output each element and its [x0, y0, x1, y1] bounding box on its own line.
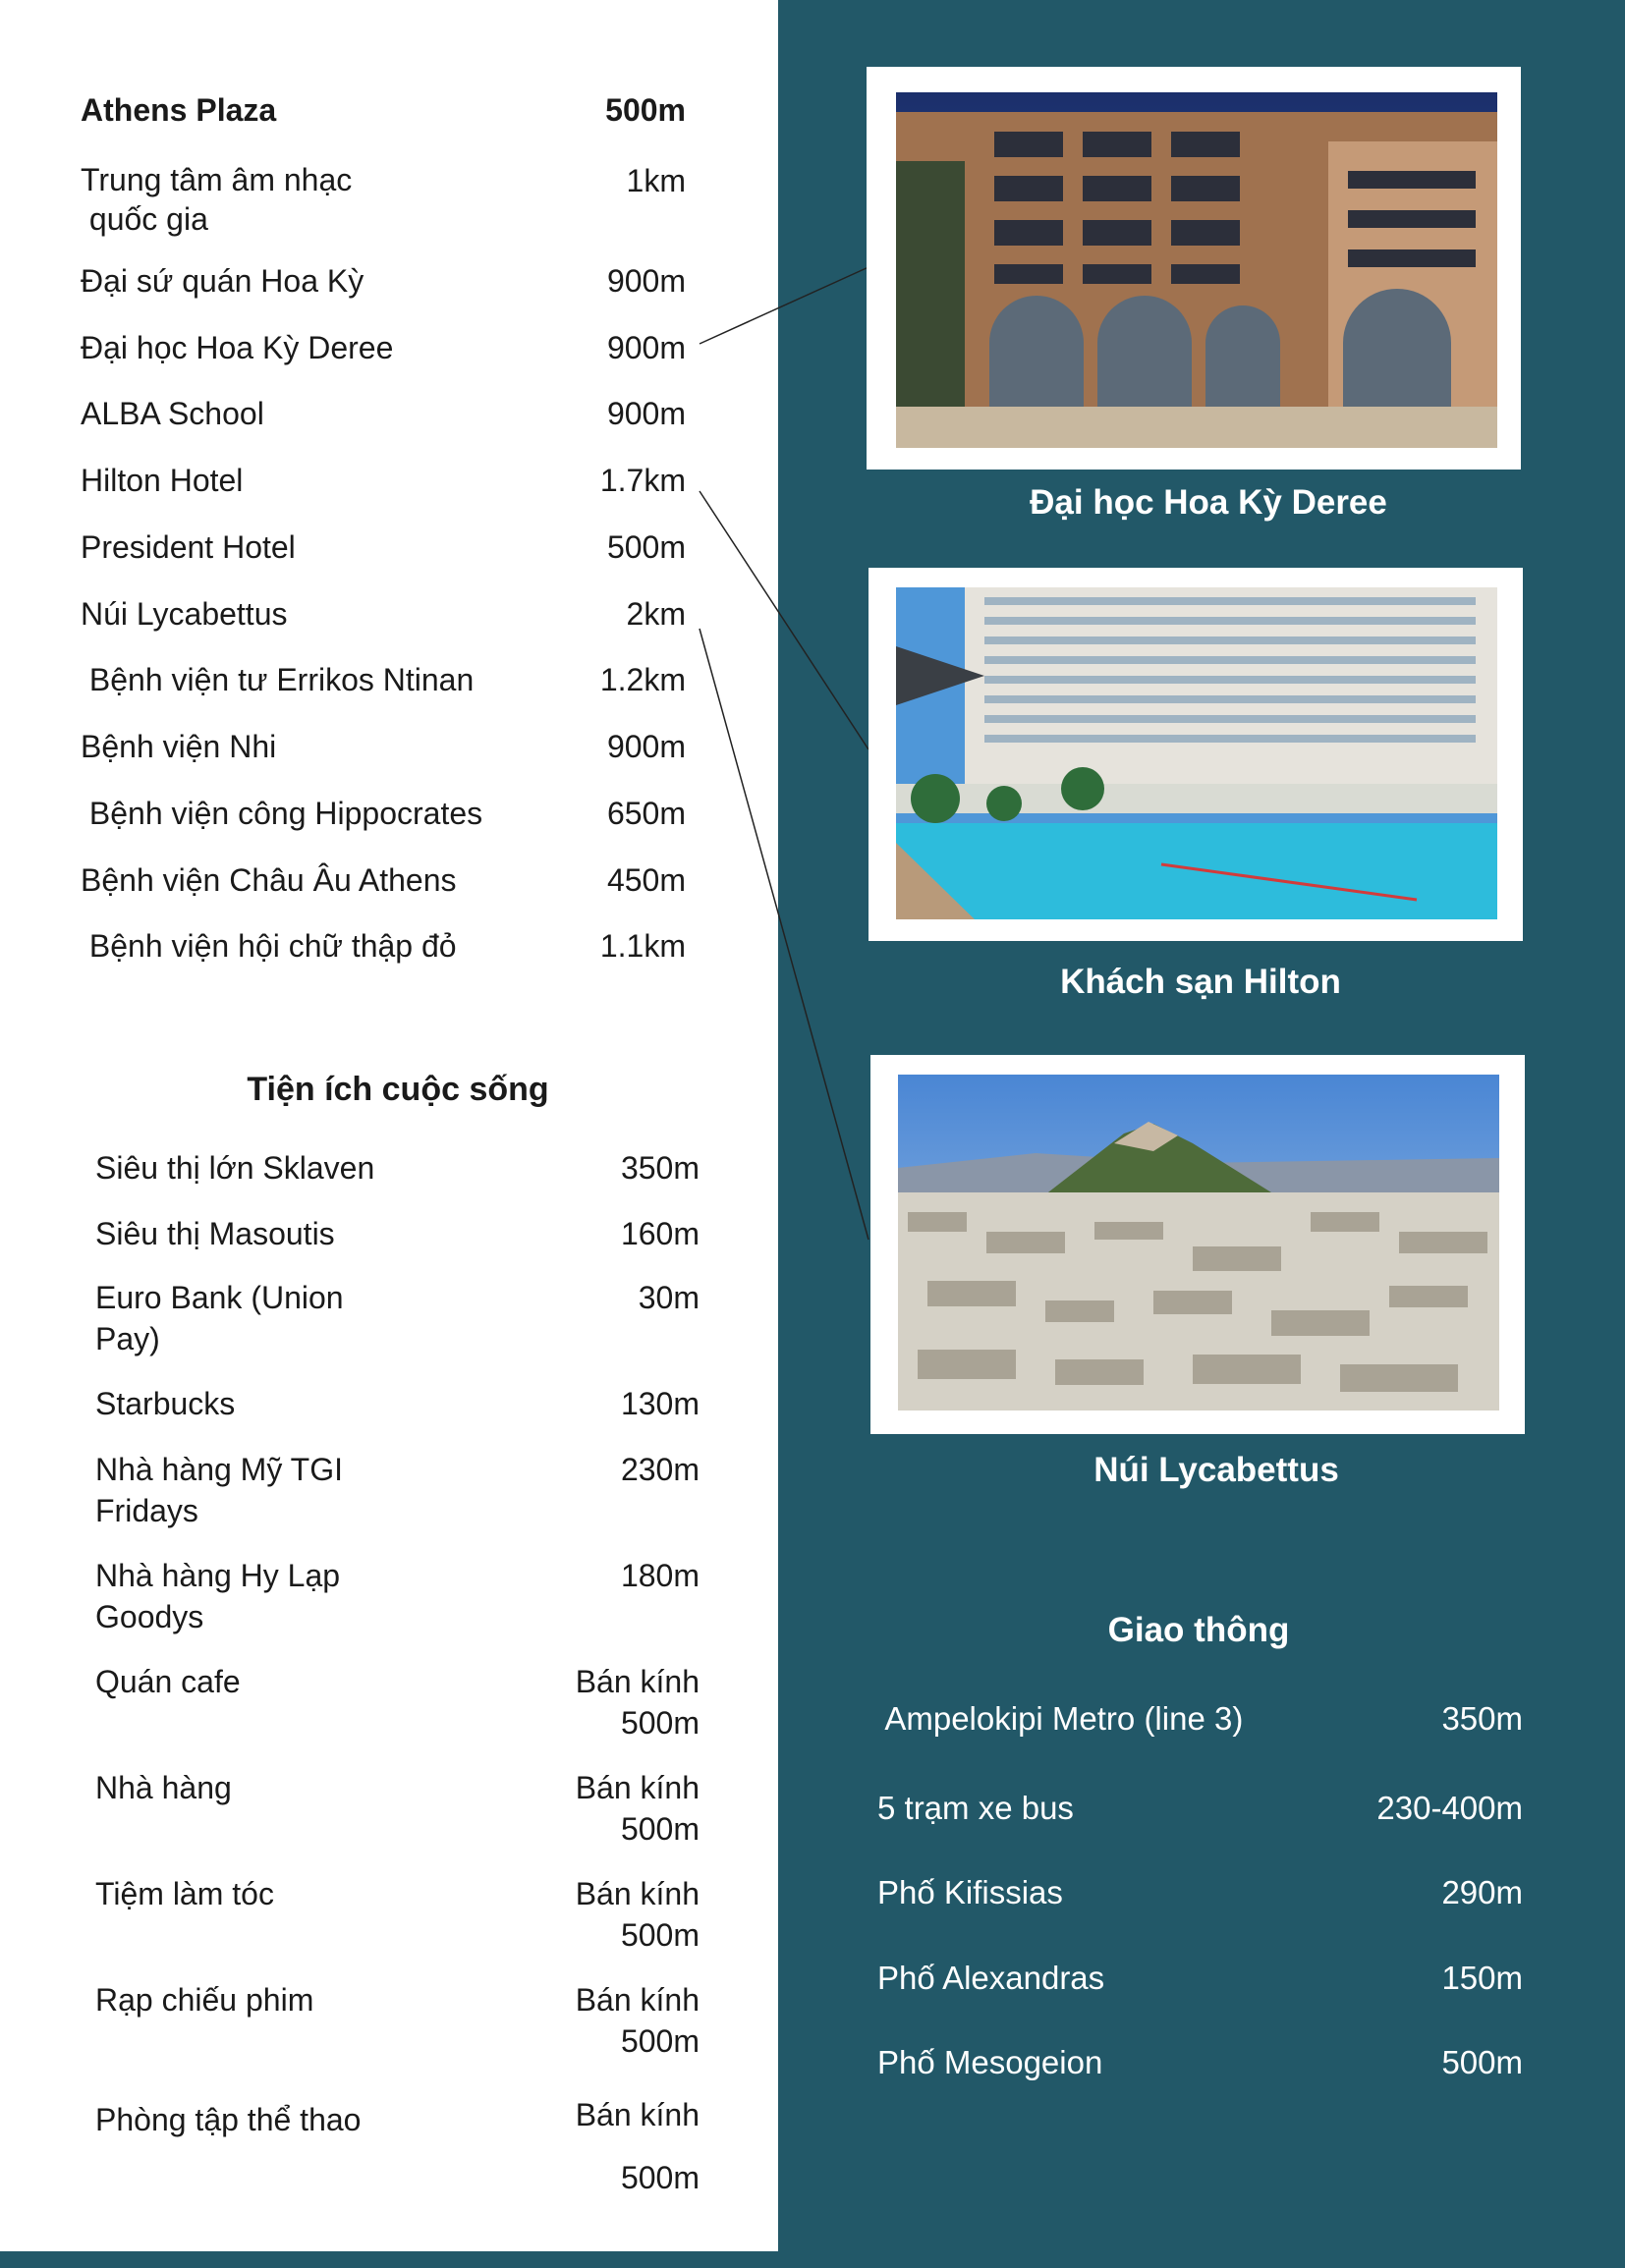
amenity-label: Siêu thị lớn Sklaven — [95, 1150, 375, 1186]
amenity-label: Siêu thị Masoutis — [95, 1216, 335, 1251]
transport-label: Phố Kifissias — [877, 1874, 1063, 1910]
amenity-distance: 230m — [620, 1452, 700, 1487]
amenity-distance: Bán kính 500m — [575, 1982, 700, 2059]
landmark-label: Đại học Hoa Kỳ Deree — [81, 330, 394, 365]
landmark-distance: 1.7km — [599, 463, 686, 498]
amenity-label: Phòng tập thể thao — [95, 2102, 362, 2137]
amenity-distance: Bán kính 500m — [575, 1876, 700, 1953]
connector-line — [700, 491, 869, 749]
landmark-label: Núi Lycabettus — [81, 596, 288, 632]
transport-distance: 500m — [1441, 2044, 1523, 2080]
landmark-label: Bệnh viện công Hippocrates — [81, 796, 483, 831]
transport-distance: 350m — [1441, 1700, 1523, 1737]
lycabettus-image — [898, 1075, 1499, 1411]
amenity-label: Rạp chiếu phim — [95, 1982, 314, 2018]
landmark-distance: 1km — [626, 163, 686, 198]
amenity-distance: 130m — [620, 1386, 700, 1421]
landmark-distance: 900m — [606, 330, 686, 365]
deree-building-image — [896, 92, 1497, 448]
transport-label: Phố Alexandras — [877, 1960, 1105, 1996]
landmark-distance: 900m — [606, 263, 686, 299]
photo-caption: Núi Lycabettus — [1093, 1451, 1339, 1489]
landmark-label: Bệnh viện Nhi — [81, 729, 277, 764]
amenity-label: Tiệm làm tóc — [95, 1876, 274, 1911]
amenity-distance: Bán kính 500m — [575, 1770, 700, 1847]
photo-caption: Khách sạn Hilton — [1060, 963, 1341, 1001]
amenity-label: Quán cafe — [95, 1664, 241, 1699]
amenity-label: Nhà hàng — [95, 1770, 232, 1805]
landmark-distance: 900m — [606, 396, 686, 431]
amenity-distance: Bán kính 500m — [575, 1664, 700, 1741]
amenity-distance: 350m — [620, 1150, 700, 1186]
photo-frame-lycabettus — [870, 1055, 1525, 1434]
landmark-distance: 1.2km — [599, 662, 686, 697]
landmark-label: Đại sứ quán Hoa Kỳ — [81, 263, 364, 299]
amenity-distance: 30m — [638, 1280, 700, 1315]
landmark-label: Trung tâm âm nhạc quốc gia — [81, 162, 353, 237]
connector-line — [700, 629, 869, 1240]
photo-frame-hilton — [869, 568, 1523, 941]
landmark-label: Athens Plaza — [81, 92, 277, 128]
landmark-distance: 900m — [606, 729, 686, 764]
transport-distance: 230-400m — [1376, 1790, 1523, 1826]
photo-caption: Đại học Hoa Kỳ Deree — [1030, 483, 1387, 522]
transport-distance: 150m — [1441, 1960, 1523, 1996]
amenities-title: Tiện ích cuộc sống — [247, 1071, 549, 1108]
transport-title: Giao thông — [1107, 1611, 1290, 1649]
landmark-label: President Hotel — [81, 529, 296, 565]
transport-label: Ampelokipi Metro (line 3) — [877, 1700, 1244, 1737]
connector-line — [700, 267, 869, 344]
landmark-distance: 2km — [626, 596, 686, 632]
landmark-label: Hilton Hotel — [81, 463, 244, 498]
amenity-distance: 180m — [620, 1558, 700, 1593]
landmark-label: Bệnh viện tư Errikos Ntinan — [81, 662, 475, 697]
landmark-label: Bệnh viện hội chữ thập đỏ — [81, 928, 457, 964]
amenity-label: Starbucks — [95, 1386, 236, 1421]
hilton-hotel-image — [896, 587, 1497, 919]
amenity-label: Euro Bank (Union Pay) — [95, 1280, 344, 1356]
transport-label: Phố Mesogeion — [877, 2044, 1103, 2080]
landmark-distance: 650m — [606, 796, 686, 831]
landmark-distance: 500m — [605, 92, 686, 128]
amenity-distance: 160m — [620, 1216, 700, 1251]
transport-label: 5 trạm xe bus — [877, 1790, 1074, 1826]
amenity-distance: Bán kính 500m — [575, 2097, 700, 2195]
photo-frame-deree — [867, 67, 1521, 470]
amenity-label: Nhà hàng Hy Lạp Goodys — [95, 1558, 341, 1634]
landmark-distance: 450m — [606, 862, 686, 898]
landmark-label: Bệnh viện Châu Âu Athens — [81, 862, 457, 898]
landmark-label: ALBA School — [81, 396, 264, 431]
amenity-label: Nhà hàng Mỹ TGI Fridays — [95, 1452, 343, 1528]
transport-distance: 290m — [1441, 1874, 1523, 1910]
landmark-distance: 500m — [606, 529, 686, 565]
landmark-distance: 1.1km — [599, 928, 686, 964]
